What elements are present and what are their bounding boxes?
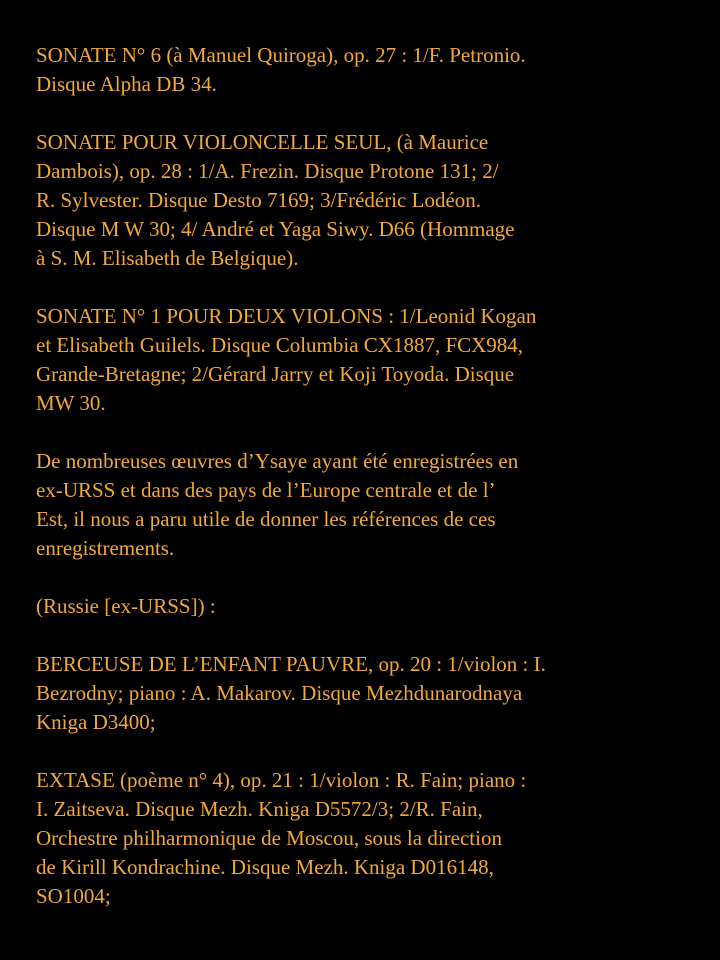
section-heading-russia: (Russie [ex-URSS]) : xyxy=(36,594,216,618)
sonata-6-entry: SONATE N° 6 (à Manuel Quiroga), op. 27 : 1/F. Petronio. Disque Alpha DB 34. xyxy=(36,43,526,96)
extase-entry: EXTASE (poème n° 4), op. 21 : 1/violon : R. Fain; piano : I. Zaitseva. Disque Mezh. Kniga D5572/3; 2/R. Fain, Orchestre philharmonique de Moscou, sous la direction de Kirill Kondrachine. Disque Mezh. Kniga D016148, SO1004; xyxy=(36,768,527,908)
document-page xyxy=(36,41,720,940)
berceuse-entry: BERCEUSE DE L’ENFANT PAUVRE, op. 20 : 1/violon : I. Bezrodny; piano : A. Makarov. Disque Mezhdunarodnaya Kniga D3400; xyxy=(36,652,546,734)
intro-paragraph: De nombreuses œuvres d’Ysaye ayant été enregistrées en ex-URSS et dans des pays de l’Europe centrale et de l’ Est, il nous a paru utile de donner les références de ces enregistrements. xyxy=(36,449,519,560)
cello-sonata-entry: SONATE POUR VIOLONCELLE SEUL, (à Maurice Dambois), op. 28 : 1/A. Frezin. Disque Protone 131; 2/ R. Sylvester. Disque Desto 7169; 3/Frédéric Lodéon. Disque M W 30; 4/ André et Yaga Siwy. D66 (Hommage à S. M. Elisabeth de Belgique). xyxy=(36,130,515,270)
two-violins-sonata-entry: SONATE N° 1 POUR DEUX VIOLONS : 1/Leonid Kogan et Elisabeth Guilels. Disque Columbia CX1887, FCX984, Grande-Bretagne; 2/Gérard Jarry et Koji Toyoda. Disque MW 30. xyxy=(36,304,537,415)
